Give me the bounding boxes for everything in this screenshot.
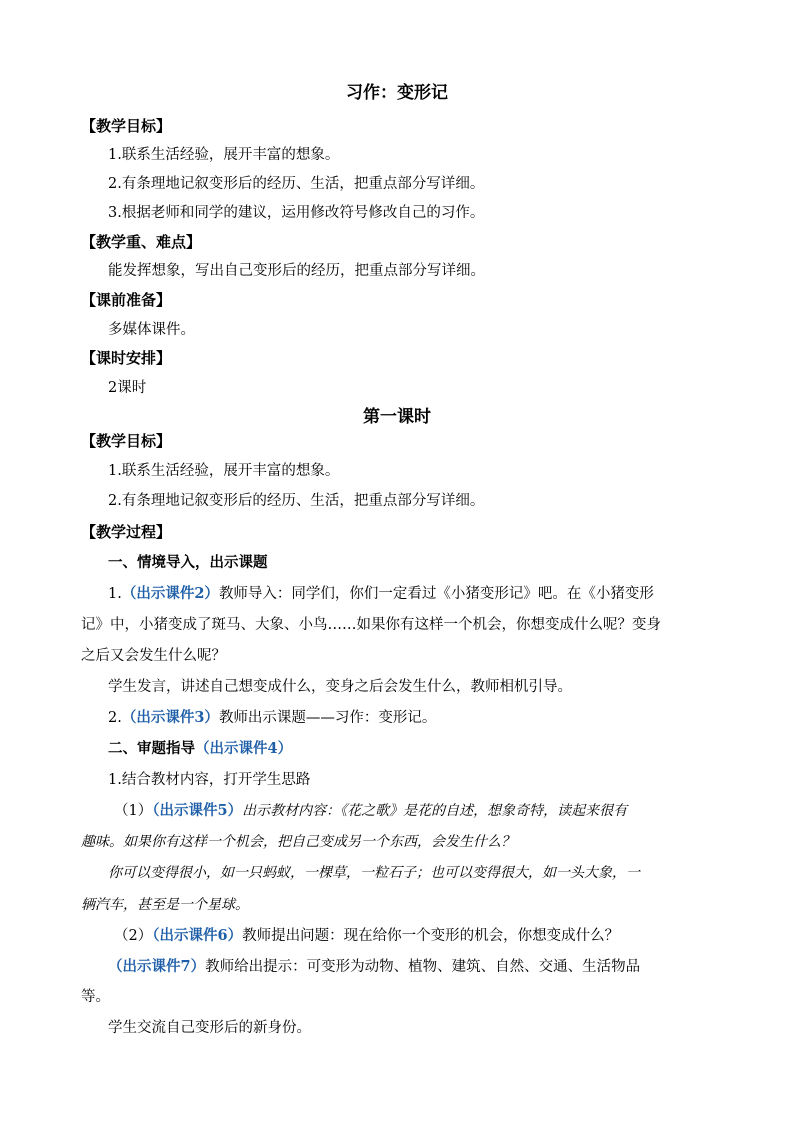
hint-7-line-1 bbox=[108, 957, 640, 977]
heading-lesson-goals: 【教学目标】 bbox=[81, 432, 172, 450]
courseware-hint-2: （出示课件2） bbox=[121, 585, 219, 602]
paragraph-3 bbox=[108, 708, 436, 728]
question-2-number: （2） bbox=[114, 928, 153, 944]
paragraph-2: 学生发言，讲述自己想变成什么，变身之后会发生什么，教师相机引导。 bbox=[108, 679, 572, 695]
heading-schedule: 【课时安排】 bbox=[81, 349, 172, 367]
section-2-title-text: 二、审题指导 bbox=[108, 740, 195, 757]
section-2-title bbox=[108, 739, 292, 759]
heading-process: 【教学过程】 bbox=[81, 523, 172, 541]
question-1-text: 出示教材内容：《花之歌》是花的自述，想象奇特，读起来很有 bbox=[242, 803, 628, 819]
courseware-hint-7: （出示课件7） bbox=[108, 958, 206, 975]
heading-preparation: 【课前准备】 bbox=[81, 291, 172, 309]
paragraph-3-text: 教师出示课题——习作：变形记。 bbox=[218, 710, 437, 726]
paragraph-1-line-3: 之后又会发生什么呢？ bbox=[81, 648, 226, 664]
document-title: 习作：变形记 bbox=[346, 83, 448, 103]
heading-goals: 【教学目标】 bbox=[81, 117, 172, 135]
question-1-line-1 bbox=[114, 801, 627, 821]
question-1b-line-2: 辆汽车，甚至是一个星球。 bbox=[81, 897, 249, 913]
lesson-goal-2: 2.有条理地记叙变形后的经历、生活，把重点部分写详细。 bbox=[108, 493, 485, 509]
heading-key-points: 【教学重、难点】 bbox=[81, 233, 202, 251]
courseware-hint-5: （出示课件5） bbox=[152, 802, 243, 819]
paragraph-1-line-1 bbox=[108, 584, 654, 604]
paragraph-last: 学生交流自己变形后的新身份。 bbox=[108, 1020, 311, 1036]
paragraph-1-text: 教师导入：同学们，你们一定看过《小猪变形记》吧。在《小猪变形 bbox=[218, 586, 654, 602]
goal-2: 2.有条理地记叙变形后的经历、生活，把重点部分写详细。 bbox=[108, 176, 485, 192]
courseware-hint-6: （出示课件6） bbox=[152, 927, 243, 944]
lesson-goal-1: 1.联系生活经验，展开丰富的想象。 bbox=[108, 463, 340, 479]
paragraph-1-line-2: 记》中，小猪变成了斑马、大象、小鸟……如果你有这样一个机会，你想变成什么呢？变身 bbox=[81, 617, 661, 633]
courseware-hint-4: （出示课件4） bbox=[195, 740, 293, 757]
question-1-line-2: 趣味。如果你有这样一个机会，把自己变成另一个东西，会发生什么？ bbox=[81, 834, 515, 850]
schedule-text: 2课时 bbox=[108, 380, 147, 396]
paragraph-3-number: 2. bbox=[108, 710, 122, 726]
hint-7-line-2: 等。 bbox=[81, 989, 110, 1005]
courseware-hint-3: （出示课件3） bbox=[121, 709, 219, 726]
goal-1: 1.联系生活经验，展开丰富的想象。 bbox=[108, 147, 340, 163]
lesson-title: 第一课时 bbox=[363, 407, 431, 427]
paragraph-1-number: 1. bbox=[108, 586, 122, 602]
question-1-number: （1） bbox=[114, 803, 153, 819]
subsection-1-title: 1.结合教材内容，打开学生思路 bbox=[108, 772, 311, 788]
question-1b-line-1: 你可以变得很小，如一只蚂蚁，一棵草，一粒石子；也可以变得很大，如一头大象，一 bbox=[108, 865, 640, 881]
section-1-title: 一、情境导入，出示课题 bbox=[108, 554, 268, 571]
question-2-text: 教师提出问题：现在给你一个变形的机会，你想变成什么？ bbox=[242, 928, 620, 944]
preparation-text: 多媒体课件。 bbox=[108, 322, 195, 338]
hint-7-text: 教师给出提示：可变形为动物、植物、建筑、自然、交通、生活物品 bbox=[205, 959, 641, 975]
goal-3: 3.根据老师和同学的建议，运用修改符号修改自己的习作。 bbox=[108, 205, 485, 221]
key-points-text: 能发挥想象，写出自己变形后的经历，把重点部分写详细。 bbox=[108, 263, 485, 279]
question-2 bbox=[114, 926, 619, 946]
